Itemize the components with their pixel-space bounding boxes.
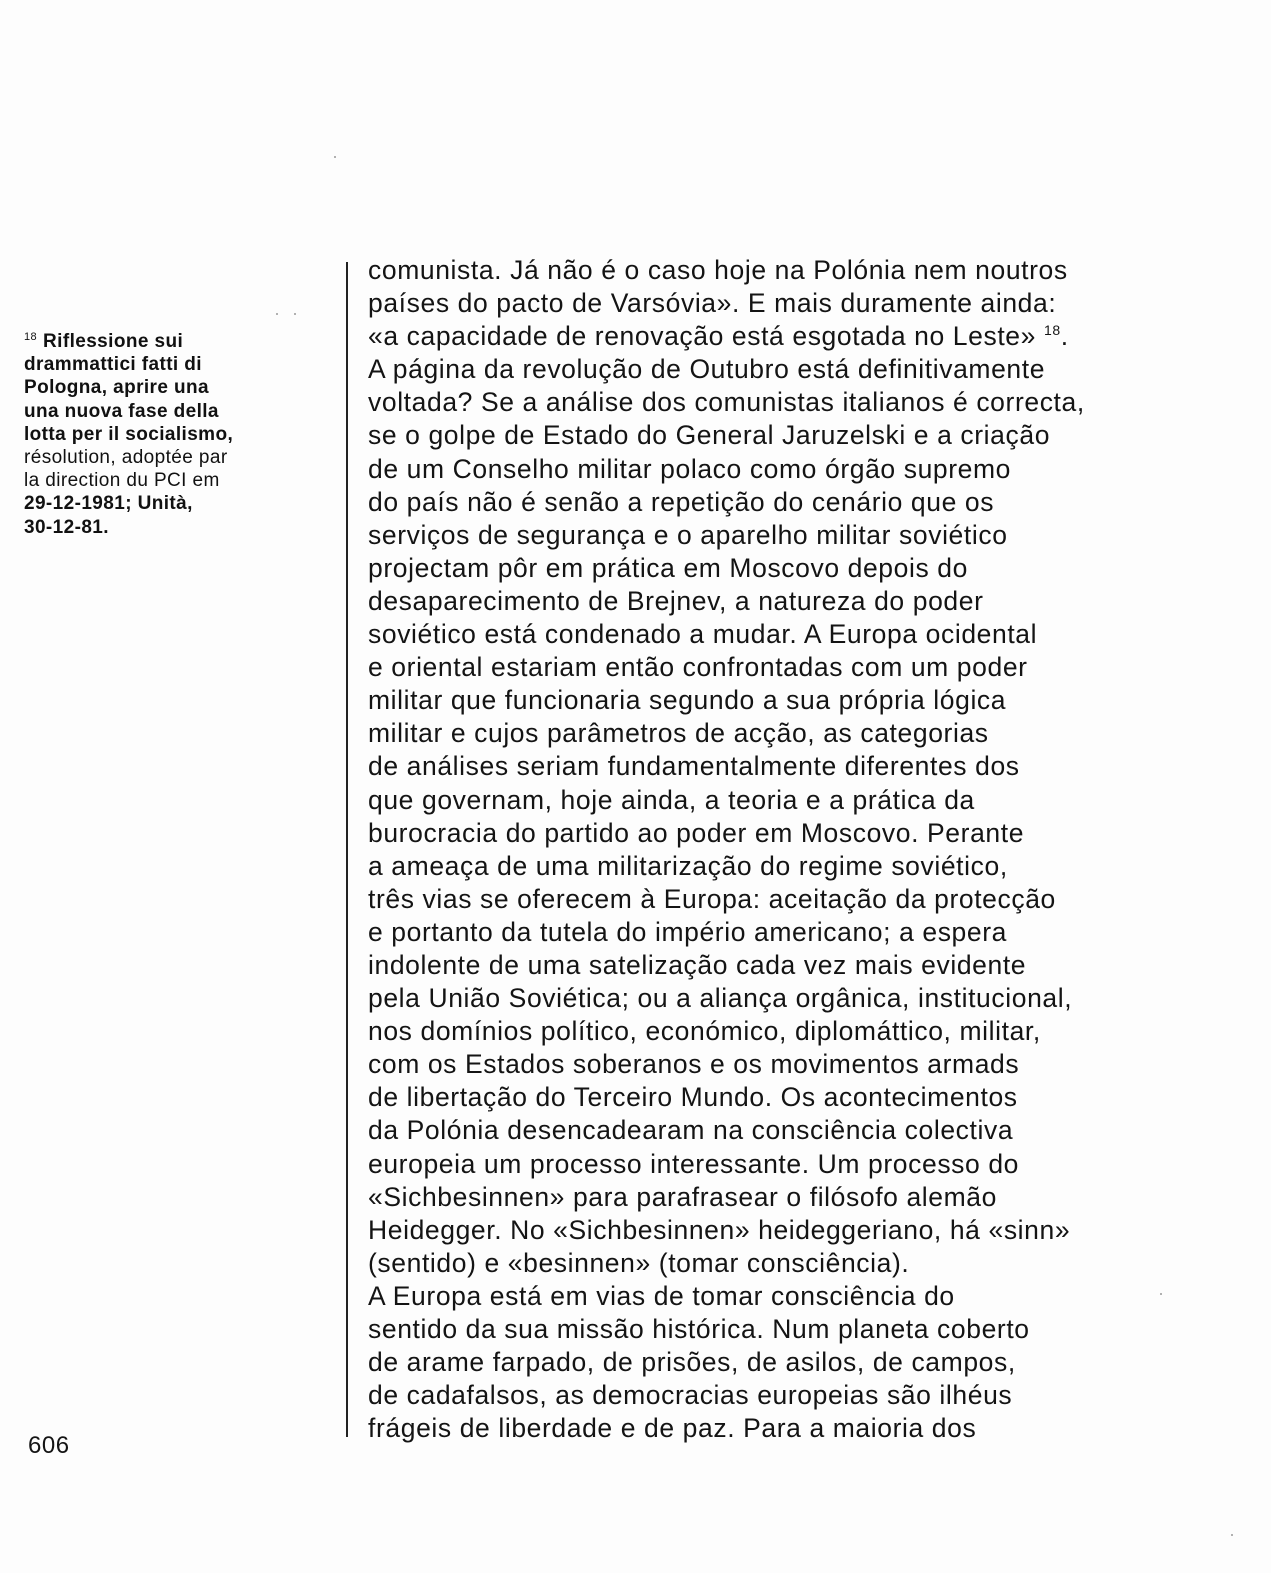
body-line: Heidegger. No «Sichbesinnen» heideggeriano, há «sinn»	[368, 1214, 1071, 1245]
body-line: três vias se oferecem à Europa: aceitação da protecção	[368, 883, 1056, 914]
footnote-text-line: 30-12-81.	[24, 516, 109, 538]
body-line: burocracia do partido ao poder em Moscovo. Perante	[368, 817, 1025, 848]
body-line: de um Conselho militar polaco como órgão supremo	[368, 453, 1012, 484]
footnote-title-line: una nuova fase della	[24, 400, 219, 422]
body-line: com os Estados soberanos e os movimentos armads	[368, 1049, 1020, 1080]
footnote-title-line: Pologna, aprire una	[24, 377, 209, 399]
body-line: do país não é senão a repetição do cenário que os	[368, 486, 995, 517]
body-line: se o golpe de Estado do General Jaruzelski e a criação	[368, 420, 1051, 451]
body-line: a ameaça de uma militarização do regime soviético,	[368, 850, 1008, 881]
footnote-title-line: drammattici fatti di	[24, 354, 202, 376]
body-line: e portanto da tutela do império americano; a espera	[368, 916, 1007, 947]
body-line: militar e cujos parâmetros de acção, as categorias	[368, 718, 989, 749]
footnote-title-line: Riflessione sui	[43, 331, 184, 352]
body-line: «Sichbesinnen» para parafrasear o filósofo alemão	[368, 1181, 997, 1212]
scan-speck	[334, 156, 336, 158]
body-line: de arame farpado, de prisões, de asilos, de campos,	[368, 1347, 1016, 1378]
body-line: voltada? Se a análise dos comunistas italianos é correcta,	[368, 387, 1085, 418]
margin-rule	[346, 262, 348, 1437]
body-line: que governam, hoje ainda, a teoria e a prática da	[368, 784, 975, 815]
body-line: soviético está condenado a mudar. A Europa ocidental	[368, 619, 1038, 650]
page-number: 606	[28, 1432, 70, 1459]
body-line: (sentido) e «besinnen» (tomar consciência).	[368, 1247, 910, 1278]
body-line: pela União Soviética; ou a aliança orgânica, institucional,	[368, 983, 1073, 1014]
footnote-number: 18	[24, 330, 38, 343]
scan-speck	[1160, 1293, 1162, 1295]
body-line: «a capacidade de renovação está esgotada no Leste» $^{18}$.	[368, 321, 1069, 352]
scan-speck	[294, 313, 296, 315]
body-line: europeia um processo interessante. Um processo do	[368, 1148, 1019, 1179]
body-line: sentido da sua missão histórica. Num planeta coberto	[368, 1314, 1030, 1344]
body-line: comunista. Já não é o caso hoje na Polónia nem noutros	[368, 255, 1068, 285]
body-line: militar que funcionaria segundo a sua própria lógica	[368, 685, 1007, 716]
body-line: serviços de segurança e o aparelho militar soviético	[368, 519, 1008, 550]
body-text	[368, 254, 1218, 1445]
body-line: frágeis de liberdade e de paz. Para a maioria dos	[368, 1413, 977, 1444]
footnote-text-line: résolution, adoptée par	[24, 447, 228, 469]
body-line: países do pacto de Varsóvia». E mais duramente ainda:	[368, 288, 1057, 319]
body-line: de análises seriam fundamentalmente diferentes dos	[368, 751, 1020, 782]
body-line: A página da revolução de Outubro está definitivamente	[368, 354, 1046, 385]
scan-speck	[276, 313, 278, 315]
footnote-title-line: lotta per il socialismo,	[24, 423, 234, 445]
body-line: de libertação do Terceiro Mundo. Os acontecimentos	[368, 1082, 1018, 1113]
footnote-text-line: la direction du PCI em	[24, 470, 220, 492]
scan-speck	[1231, 1534, 1233, 1536]
body-line: e oriental estariam então confrontadas com um poder	[368, 652, 1028, 683]
body-line: indolente de uma satelização cada vez mais evidente	[368, 949, 1027, 980]
body-line: A Europa está em vias de tomar consciência do	[368, 1280, 955, 1311]
footnote-18	[24, 330, 314, 539]
footnote-text-line: 29-12-1981; Unità,	[24, 493, 193, 515]
body-line: nos domínios político, económico, diplomáttico, militar,	[368, 1016, 1041, 1047]
footnote-reference[interactable]: 18	[1043, 322, 1061, 339]
body-line: projectam pôr em prática em Moscovo depois do	[368, 552, 968, 583]
body-line: desaparecimento de Brejnev, a natureza do poder	[368, 585, 984, 616]
body-line: da Polónia desencadearam na consciência colectiva	[368, 1115, 1014, 1146]
body-line: de cadafalsos, as democracias europeias são ilhéus	[368, 1380, 1013, 1411]
